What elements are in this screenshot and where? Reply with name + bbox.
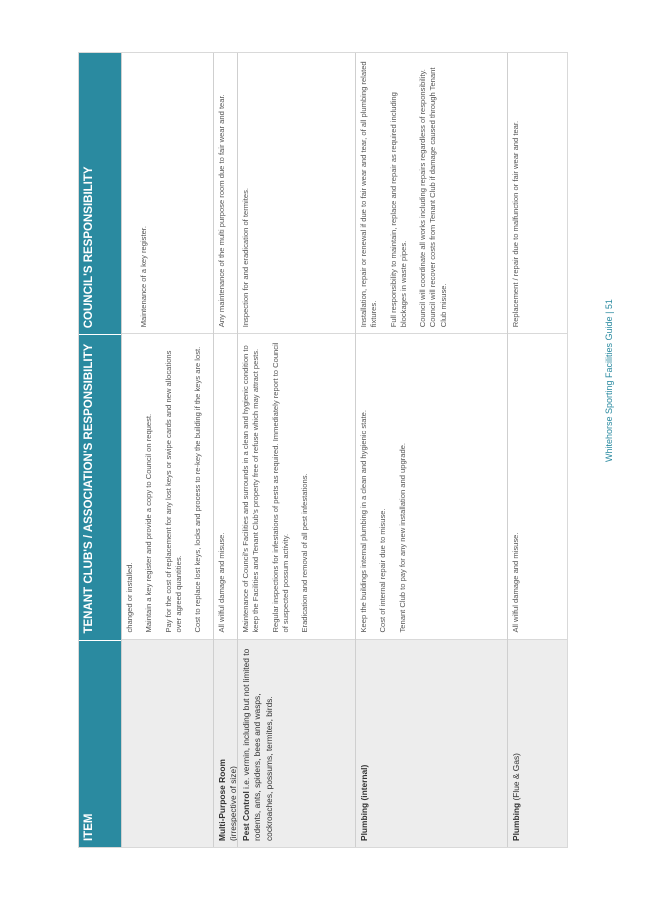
tenant-cell: All wilful damage and misuse.: [214, 334, 237, 639]
council-cell: Maintenance of a key register.: [122, 53, 213, 334]
council-cell: Replacement / repair due to malfunction or fair wear and tear.: [508, 53, 567, 334]
header-council: COUNCIL'S RESPONSIBILITY: [83, 166, 95, 329]
header-item: ITEM: [79, 640, 121, 847]
item-cell: Multi-Purpose Room (irrespective of size): [214, 640, 237, 847]
council-cell: Inspection for and eradication of termites.: [238, 53, 355, 334]
page-footer: [604, 262, 624, 462]
tenant-cell: Keep the buildings internal plumbing in a clean and hygienic state. Cost of internal repair due to misuse. Tenant Club to pay for any new installation and upgrade.: [356, 334, 507, 639]
table-row: [121, 53, 213, 847]
tenant-cell: Maintenance of Council's Facilities and surrounds in a clean and hygienic condition to keep the Facilities and Tenant Club's property free of refuse which may attract pests. Regular inspections for infestations of pests as required. Immediately report to Council of suspected possum activity. Eradication and removal of all pest infestations.: [238, 334, 355, 639]
item-cell: Plumbing (internal): [356, 640, 507, 847]
council-cell: Installation, repair or renewal if due to fair wear and tear, of all plumbing related fixtures. Full responsibility to maintain, replace and repair as required including blockages in waste pipes. Council will coordinate all works including repairs regardless of responsibility. Council will recover costs from Tenant Club if damage caused through Tenant Club misuse.: [356, 53, 507, 334]
tenant-cell: All wilful damage and misuse.: [508, 334, 567, 639]
item-cell: [122, 640, 213, 847]
item-cell: Plumbing (Flue & Gas): [508, 640, 567, 847]
table-row: [213, 53, 237, 847]
table-row: [237, 53, 355, 847]
footer-text: Whitehorse Sporting Facilities Guide | 51: [604, 299, 614, 462]
council-cell: Any maintenance of the multi purpose room due to fair wear and tear.: [214, 53, 237, 334]
header-tenant: TENANT CLUB'S / ASSOCIATION'S RESPONSIBILITY: [79, 334, 121, 639]
table-row: [355, 53, 507, 847]
tenant-cell: changed or installed. Maintain a key register and provide a copy to Council on request. Pay for the cost of replacement for any lost keys or swipe cards and new allocations over agreed quantities. Cost to replace lost keys, locks and process to re-key the building if the keys are lost.: [122, 334, 213, 639]
responsibility-table: [78, 52, 568, 848]
table-header: [79, 53, 121, 847]
table-row: [507, 53, 567, 847]
item-cell: Pest Control i.e. vermin, including but not limited to rodents, ants, spiders, bees and wasps, cockroaches, possums, termites, birds.: [238, 640, 355, 847]
rotated-table-wrapper: [78, 52, 568, 848]
